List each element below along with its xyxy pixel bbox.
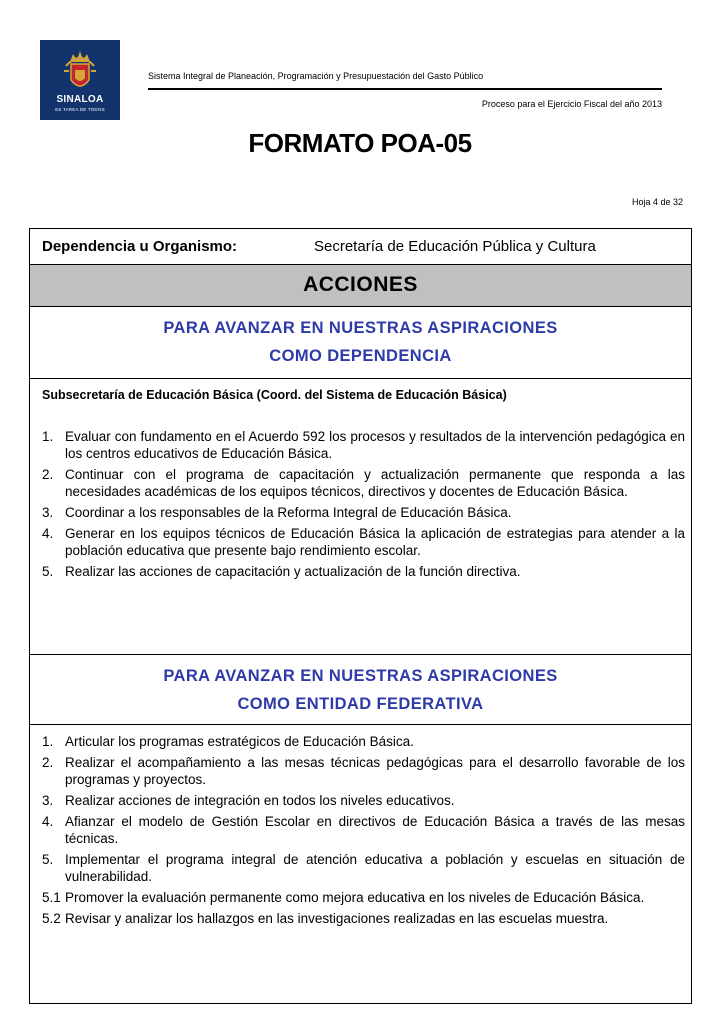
section-entidad-body [30,725,691,1003]
header-divider [148,88,662,90]
sinaloa-logo [40,40,120,120]
actions-table [29,228,692,1004]
list-item: 2. Realizar el acompañamiento a las mesas técnicas pedagógicas para el desarrollo favorable de los programas y proyectos. [42,755,685,787]
list-item: 2. Continuar con el programa de capacitación y actualización permanente que responda a las necesidades académicas de los equipos técnicos, directivos y docentes de Educación Básica. [42,467,685,499]
entidad-actions-list [42,733,685,931]
section-heading-line2: COMO DEPENDENCIA [269,347,452,365]
sheet-number: Hoja 4 de 32 [631,197,683,207]
acciones-header-row [30,265,691,307]
list-item: 5. Realizar las acciones de capacitación y actualización de la función directiva. [42,564,521,579]
acciones-title: ACCIONES [303,273,418,296]
list-item: 1. Articular los programas estratégicos de Educación Básica. [42,734,414,749]
dependency-value: Secretaría de Educación Pública y Cultura [314,238,596,255]
system-title: Sistema Integral de Planeación, Programación y Presupuestación del Gasto Público [148,71,484,81]
list-item: 3. Coordinar a los responsables de la Reforma Integral de Educación Básica. [42,505,512,520]
list-item: 3. Realizar acciones de integración en todos los niveles educativos. [42,793,455,808]
section-heading-line1: PARA AVANZAR EN NUESTRAS ASPIRACIONES [163,667,558,685]
dependency-row [30,229,691,265]
document-title: FORMATO POA-05 [248,128,472,158]
section-heading-line1: PARA AVANZAR EN NUESTRAS ASPIRACIONES [163,319,558,337]
list-item: 5. Implementar el programa integral de atención educativa a población y escuelas en situación de vulnerabilidad. [42,852,685,884]
logo-name: SINALOA [56,94,104,105]
section-heading-line2: COMO ENTIDAD FEDERATIVA [237,695,484,713]
list-item: 4. Generar en los equipos técnicos de Educación Básica la aplicación de estrategias para atender a la población educativa que presente bajo rendimiento escolar. [42,526,685,558]
subsecretaria-title: Subsecretaría de Educación Básica (Coord. del Sistema de Educación Básica) [42,388,507,402]
section-dependencia-body [30,379,691,655]
section-dependencia-heading [30,307,691,379]
logo-tagline: ES TAREA DE TODOS [55,107,105,112]
list-item: 5.1 Promover la evaluación permanente como mejora educativa en los niveles de Educación Básica. [42,890,645,905]
dependency-label: Dependencia u Organismo: [42,238,238,255]
process-label: Proceso para el Ejercicio Fiscal del año 2013 [481,99,662,109]
list-item: 5.2 Revisar y analizar los hallazgos en las investigaciones realizadas en las escuelas muestra. [42,911,609,926]
dependencia-actions-list [42,428,685,584]
list-item: 4. Afianzar el modelo de Gestión Escolar en directivos de Educación Básica a través de las mesas técnicas. [42,814,685,846]
list-item: 1. Evaluar con fundamento en el Acuerdo 592 los procesos y resultados de la intervención pedagógica en los centros educativos de Educación Básica. [42,429,685,461]
section-entidad-heading [30,655,691,725]
